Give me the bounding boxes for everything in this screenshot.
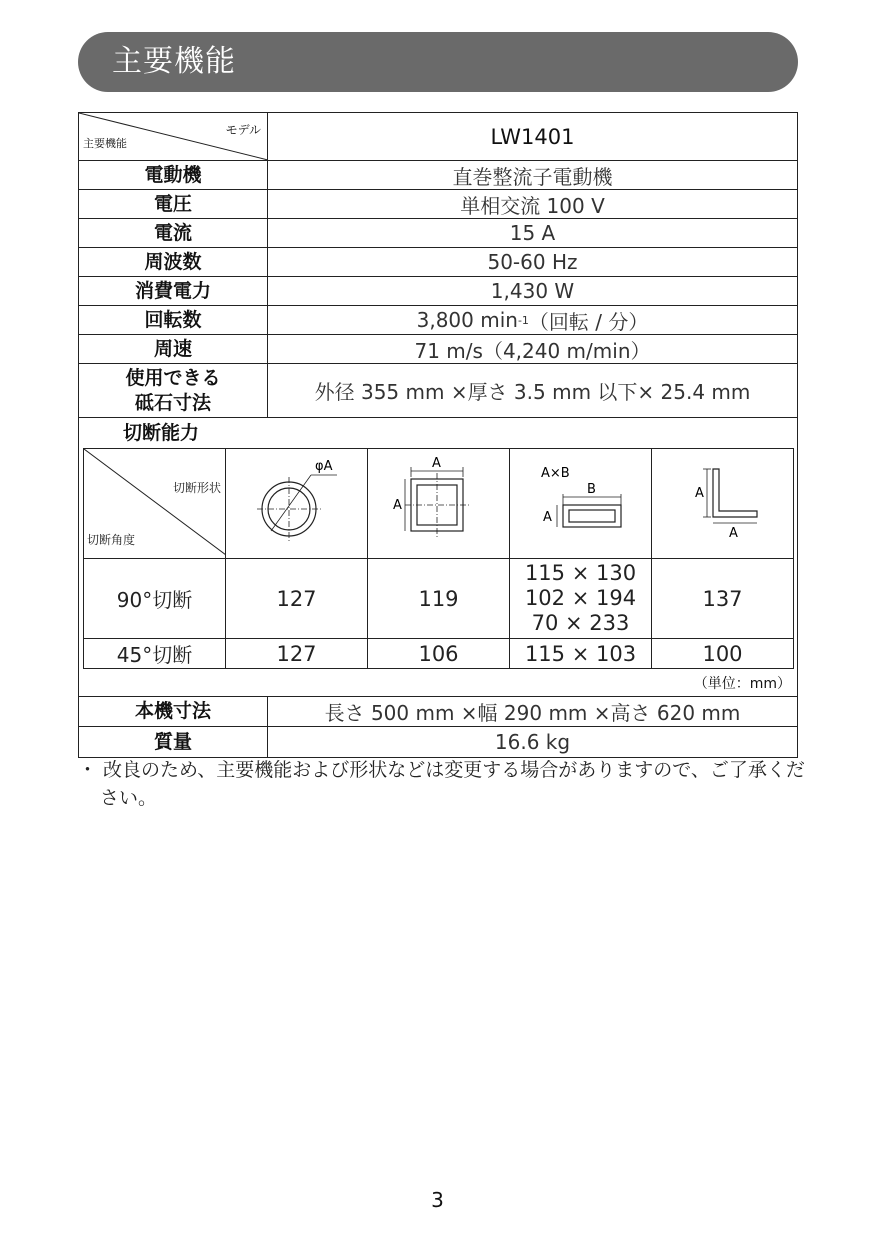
- spec-value: 50-60 Hz: [487, 250, 578, 274]
- angle-value: 137: [652, 559, 794, 639]
- round-pipe-diagram: [226, 449, 368, 559]
- spec-label: 周波数: [79, 248, 268, 276]
- spec-label: 周速: [79, 335, 268, 363]
- round-pipe-icon: [227, 449, 367, 553]
- rect-value: 115 × 130: [524, 561, 637, 585]
- spec-value: 外径 355 mm ×厚さ 3.5 mm 以下× 25.4 mm: [314, 380, 751, 404]
- rect-pipe-icon: [511, 449, 651, 553]
- cutting-corner-cell: [84, 449, 226, 559]
- spec-row-mass: [79, 727, 797, 757]
- angle-steel-icon: [653, 449, 793, 553]
- model-label: モデル: [225, 123, 261, 137]
- phi-a-label: φA: [314, 459, 332, 474]
- round-value: 127: [226, 639, 368, 669]
- rect-values: [510, 559, 652, 639]
- rect-height-label: A: [542, 510, 552, 525]
- spec-value: 16.6 kg: [494, 730, 571, 754]
- spec-label: 電流: [79, 219, 268, 247]
- square-value: 119: [368, 559, 510, 639]
- spec-table: [78, 112, 798, 758]
- spec-header-row: [79, 113, 797, 161]
- spec-value: 1,430 W: [490, 279, 575, 303]
- spec-row-dimensions: [79, 697, 797, 727]
- spec-row-voltage: [79, 190, 797, 219]
- section-title: 主要機能: [78, 32, 798, 92]
- cutting-capacity-section: [79, 418, 797, 697]
- spec-label: 電圧: [79, 190, 268, 218]
- cut-angle-90: 90°切断: [84, 559, 226, 639]
- square-value: 106: [368, 639, 510, 669]
- spec-row-current: [79, 219, 797, 248]
- spec-row-frequency: [79, 248, 797, 277]
- speed-unit: （回転 / 分）: [528, 309, 649, 334]
- angle-steel-diagram: [652, 449, 794, 559]
- speed-value: 3,800 min: [416, 308, 518, 332]
- cutting-diagram-row: [84, 449, 794, 559]
- spec-value: 単相交流 100 V: [460, 193, 605, 218]
- spec-row-wheel: [79, 364, 797, 418]
- wheel-label-line2: 砥石寸法: [134, 391, 211, 414]
- square-width-label: A: [431, 456, 441, 471]
- page-number: 3: [431, 1188, 444, 1212]
- angle-height-label: A: [694, 486, 704, 501]
- square-pipe-diagram: [368, 449, 510, 559]
- angle-label: 切断角度: [87, 533, 136, 547]
- footnote: ・ 改良のため、主要機能および形状などは変更する場合がありますので、ご了承ください。: [78, 759, 805, 809]
- spec-value: 71 m/s（4,240 m/min）: [414, 338, 651, 363]
- spec-row-power: [79, 277, 797, 306]
- rect-width-label: B: [586, 482, 596, 497]
- spec-label: 回転数: [79, 306, 268, 334]
- wheel-label-line1: 使用できる: [125, 366, 221, 389]
- axb-label: A×B: [540, 466, 570, 481]
- spec-row-speed: [79, 306, 797, 335]
- rect-value: 115 × 103: [510, 639, 652, 669]
- cutting-table: [83, 448, 794, 669]
- cutting-row-90: [84, 559, 794, 639]
- spec-label: 消費電力: [79, 277, 268, 305]
- header-corner-cell: [79, 113, 268, 160]
- speed-exponent: -1: [517, 313, 529, 327]
- spec-value: 長さ 500 mm ×幅 290 mm ×高さ 620 mm: [324, 701, 741, 725]
- rect-value: 102 × 194: [524, 586, 637, 610]
- spec-value: 15 A: [509, 221, 556, 245]
- round-value: 127: [226, 559, 368, 639]
- rect-value: 70 × 233: [531, 611, 630, 635]
- angle-width-label: A: [728, 526, 738, 541]
- cutting-title: 切断能力: [123, 422, 200, 444]
- rect-pipe-diagram: [510, 449, 652, 559]
- function-label: 主要機能: [83, 137, 127, 150]
- angle-value: 100: [652, 639, 794, 669]
- spec-row-motor: [79, 161, 797, 190]
- model-name: LW1401: [490, 124, 575, 149]
- spec-label: [79, 364, 268, 417]
- spec-label: 本機寸法: [79, 697, 268, 726]
- cutting-row-45: [84, 639, 794, 669]
- shape-label: 切断形状: [172, 481, 221, 495]
- spec-value: [268, 306, 797, 334]
- spec-label: 質量: [79, 727, 268, 757]
- spec-value: 直巻整流子電動機: [452, 164, 613, 189]
- square-pipe-icon: [369, 449, 509, 553]
- spec-row-peripheral-speed: [79, 335, 797, 364]
- unit-note: （単位：mm）: [693, 676, 791, 692]
- cut-angle-45: 45°切断: [84, 639, 226, 669]
- spec-label: 電動機: [79, 161, 268, 189]
- square-height-label: A: [392, 498, 402, 513]
